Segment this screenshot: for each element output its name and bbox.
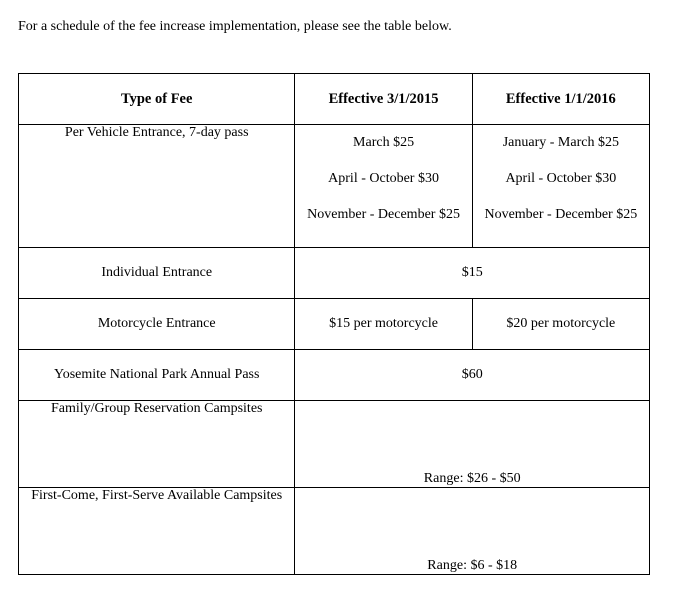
fee-schedule-table <box>18 73 650 575</box>
header-type-of-fee: Type of Fee <box>19 74 295 125</box>
schedule-line: November - December $25 <box>307 207 460 222</box>
schedule-line: April - October $30 <box>328 171 439 186</box>
individual-fee-value: $15 <box>295 248 650 299</box>
header-effective-2016: Effective 1/1/2016 <box>472 74 649 125</box>
row-label-vehicle: Per Vehicle Entrance, 7-day pass <box>19 125 295 248</box>
row-label-motorcycle: Motorcycle Entrance <box>19 299 295 350</box>
table-row <box>19 401 650 488</box>
schedule-line: April - October $30 <box>505 171 617 186</box>
vehicle-schedule-2016 <box>472 125 649 248</box>
motorcycle-fee-2016: $20 per motorcycle <box>472 299 649 350</box>
table-row <box>19 488 650 575</box>
table-header-row <box>19 74 650 125</box>
row-label-individual: Individual Entrance <box>19 248 295 299</box>
row-label-annual-pass: Yosemite National Park Annual Pass <box>19 350 295 401</box>
intro-text: For a schedule of the fee increase implementation, please see the table below. <box>18 19 452 34</box>
vehicle-schedule-2015 <box>295 125 472 248</box>
table-row <box>19 125 650 248</box>
header-effective-2015: Effective 3/1/2015 <box>295 74 472 125</box>
schedule-line: January - March $25 <box>502 135 619 150</box>
schedule-line: March $25 <box>353 135 415 150</box>
first-come-campsites-range: Range: $6 - $18 <box>295 488 650 575</box>
table-row <box>19 299 650 350</box>
table-row <box>19 248 650 299</box>
row-label-family-campsites: Family/Group Reservation Campsites <box>19 401 295 488</box>
family-campsites-range: Range: $26 - $50 <box>295 401 650 488</box>
annual-pass-value: $60 <box>295 350 650 401</box>
table-row <box>19 350 650 401</box>
motorcycle-fee-2015: $15 per motorcycle <box>295 299 472 350</box>
schedule-line: November - December $25 <box>484 207 638 222</box>
row-label-first-come-campsites: First-Come, First-Serve Available Campsites <box>19 488 295 575</box>
